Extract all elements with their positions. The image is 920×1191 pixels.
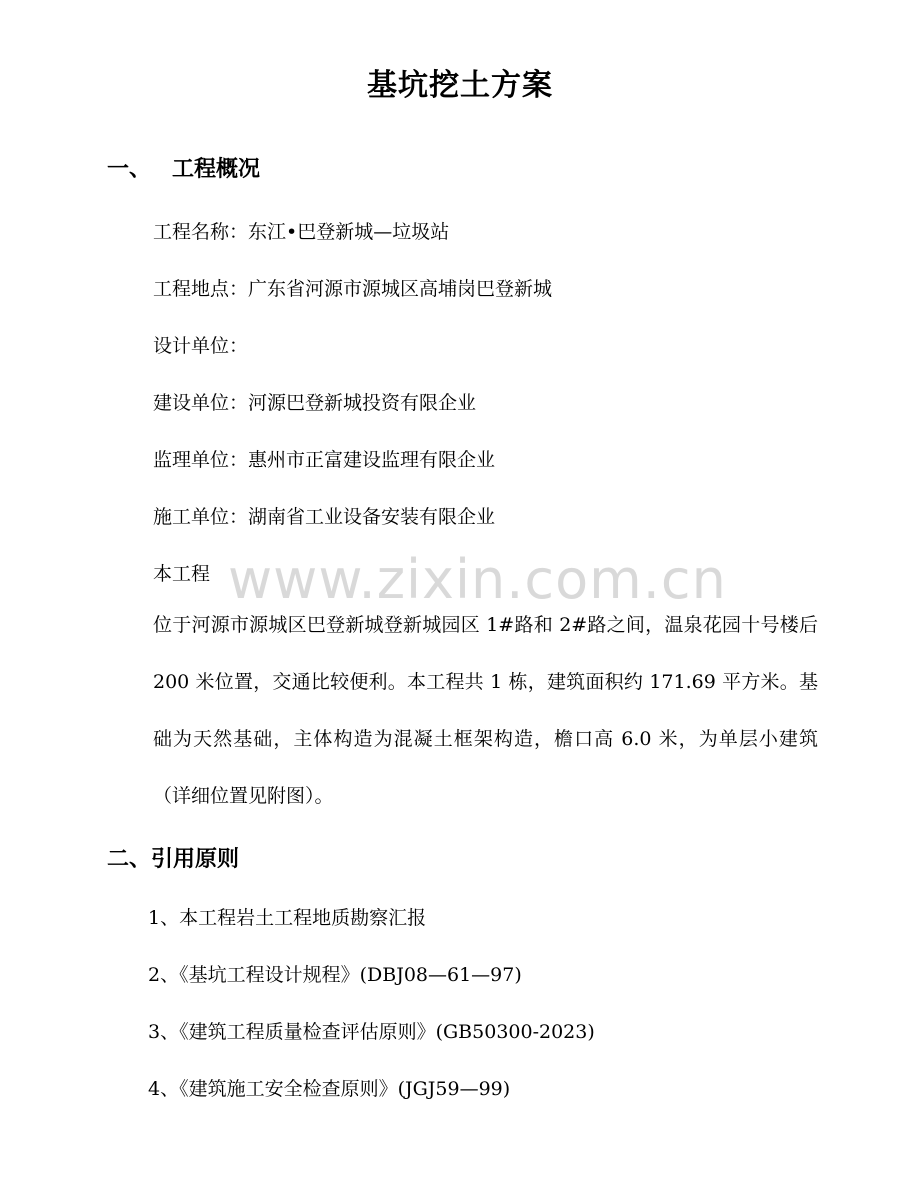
- section1-heading: 工程概况: [172, 156, 261, 182]
- design-unit-line: 设计单位：: [153, 335, 249, 357]
- project-location-line: 工程地点：广东省河源市源城区高埔岗巴登新城: [153, 278, 553, 300]
- project-description-paragraph: 位于河源市源城区巴登新城登新城园区 1#路和 2#路之间，温泉花园十号楼后 200 米位置，交通比较便利。本工程共 1 栋，建筑面积约 171.69 平方米。基础为天然基础，主体构造为混凝土框架构造，檐口高 6.0 米，为单层小建筑（详细位置见附图）。: [153, 614, 818, 807]
- section1-number: 一、: [107, 156, 152, 182]
- document-title: 基坑挖土方案: [367, 68, 553, 103]
- contractor-unit-line: 施工单位：湖南省工业设备安装有限企业: [153, 506, 496, 528]
- project-name-line: 工程名称：东江•巴登新城—垃圾站: [153, 221, 450, 243]
- section2-heading: 二、引用原则: [107, 846, 240, 872]
- construction-owner-line: 建设单位：河源巴登新城投资有限企业: [153, 392, 477, 414]
- watermark: www.zixin.com.cn: [228, 548, 727, 611]
- reference-item: 1、本工程岩土工程地质勘察汇报: [148, 907, 427, 929]
- supervision-unit-line: 监理单位：惠州市正富建设监理有限企业: [153, 449, 496, 471]
- reference-item: 3、《建筑工程质量检查评估原则》(GB50300-2023): [148, 1021, 595, 1043]
- intro-label: 本工程: [153, 563, 211, 585]
- reference-item: 4、《建筑施工安全检查原则》(JGJ59—99): [148, 1078, 511, 1100]
- reference-item: 2、《基坑工程设计规程》(DBJ08—61—97): [148, 964, 522, 986]
